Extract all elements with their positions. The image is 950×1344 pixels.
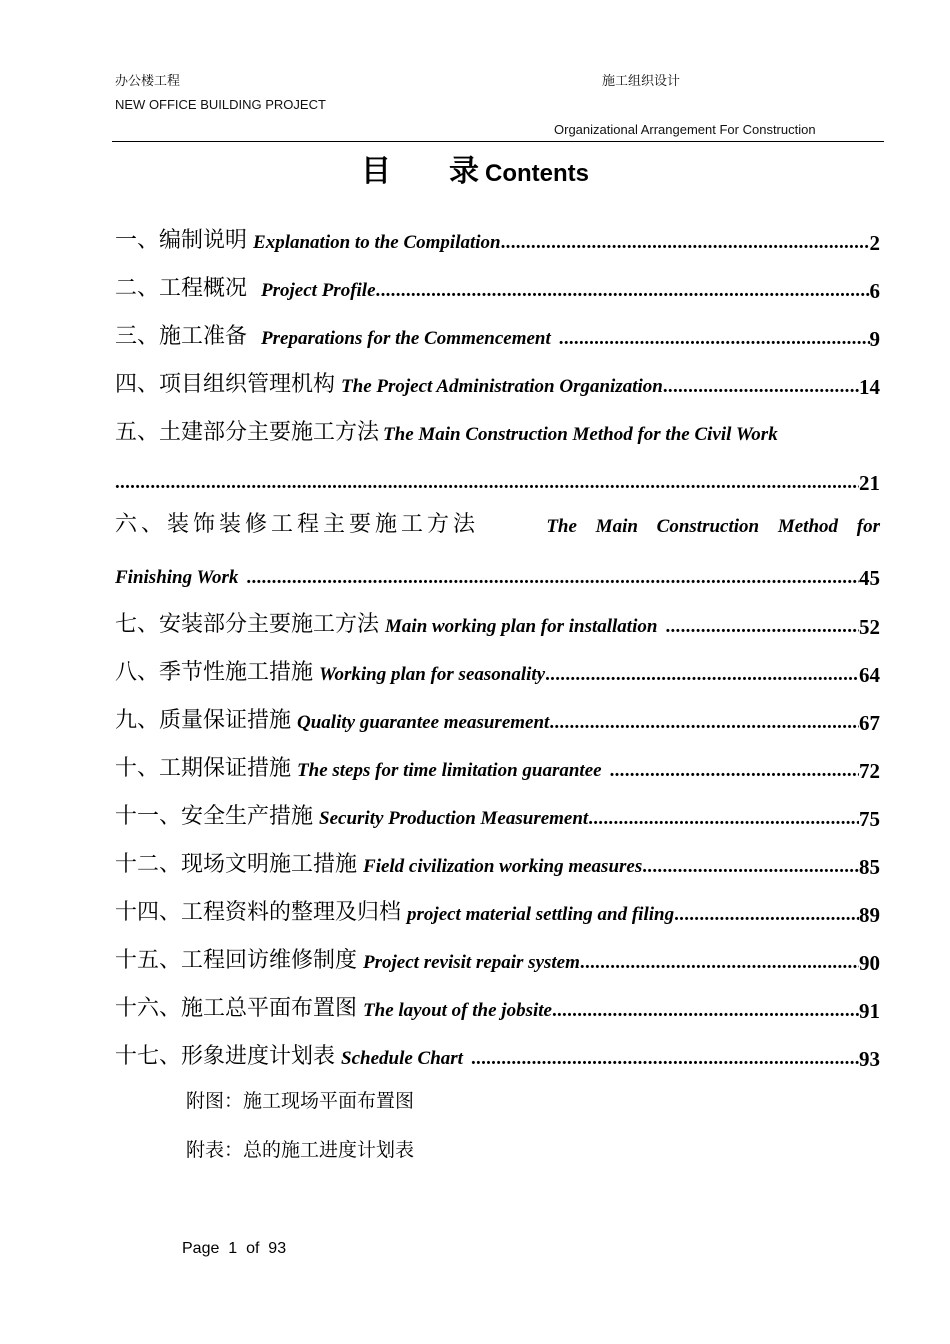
toc-entry[interactable]	[115, 942, 880, 976]
toc-entry-en: The steps for time limitation guarantee	[297, 760, 602, 781]
toc-entry-en: Preparations for the Commencement	[261, 328, 551, 349]
toc-entry[interactable]	[115, 654, 880, 688]
title-zh-2: 录	[449, 154, 479, 189]
footer-page-word: Page	[182, 1240, 220, 1257]
toc-leader-dots	[551, 326, 870, 352]
toc-entry[interactable]	[115, 506, 880, 540]
appendix-figure: 附图：施工现场平面布置图	[186, 1090, 415, 1112]
toc-entry-en: The Main Construction Method for	[546, 516, 880, 537]
toc-entry-page: 21	[859, 471, 880, 495]
toc-entry-page: 85	[859, 855, 880, 879]
toc-entry-en: Field civilization working measures	[363, 856, 643, 877]
toc-entry-zh: 十、工期保证措施	[115, 756, 292, 781]
toc-leader-dots	[642, 854, 859, 880]
title-en: Contents	[485, 160, 589, 187]
toc-entry-page: 91	[859, 999, 880, 1023]
toc-entry-zh: 五、土建部分主要施工方法	[115, 420, 380, 445]
toc-entry-page: 45	[859, 566, 880, 590]
toc-leader-dots	[657, 614, 859, 640]
toc-entry-zh: 六、装饰装修工程主要施工方法	[115, 512, 480, 537]
toc-entry-page: 67	[859, 711, 880, 735]
header-right-en: Organizational Arrangement For Construction	[554, 122, 816, 137]
toc-entry-en: Schedule Chart	[341, 1048, 463, 1069]
toc-leader-dots	[501, 230, 870, 256]
footer-page-num: 1	[228, 1240, 238, 1257]
toc-entry-zh: 十七、形象进度计划表	[115, 1044, 336, 1069]
toc-entry-zh: 九、质量保证措施	[115, 708, 292, 733]
toc-entry[interactable]	[115, 270, 880, 304]
header-left-zh: 办公楼工程	[115, 74, 181, 89]
toc-entry-zh: 二、工程概况	[115, 276, 248, 301]
toc-entry-page: 14	[859, 375, 880, 399]
toc-entry-en: Main working plan for installation	[385, 616, 658, 637]
appendix-table: 附表：总的施工进度计划表	[186, 1139, 415, 1161]
toc-entry-page: 93	[859, 1047, 880, 1071]
toc-entry-page: 90	[859, 951, 880, 975]
toc-leader-dots	[588, 806, 859, 832]
toc-entry[interactable]	[115, 798, 880, 832]
toc-entry-zh: 七、安装部分主要施工方法	[115, 612, 380, 637]
toc-entry-page: 9	[869, 327, 880, 351]
header-right-zh: 施工组织设计	[602, 74, 681, 89]
title-zh-1: 目	[361, 154, 391, 189]
toc-entry-zh: 八、季节性施工措施	[115, 660, 314, 685]
toc-entry-continuation	[115, 557, 880, 591]
toc-entry-page: 52	[859, 615, 880, 639]
toc-entry-en: Explanation to the Compilation	[253, 232, 501, 253]
toc-entry[interactable]	[115, 846, 880, 880]
page-footer	[182, 1240, 286, 1258]
toc-entry[interactable]	[115, 990, 880, 1024]
toc-entry-en-cont: Finishing Work	[115, 567, 239, 588]
toc-entry[interactable]	[115, 318, 880, 352]
toc-leader-dots	[463, 1046, 859, 1072]
toc-leader-dots	[376, 278, 870, 304]
toc-entry-en: Project revisit repair system	[363, 952, 580, 973]
toc-entry[interactable]	[115, 750, 880, 784]
toc-entry[interactable]	[115, 1038, 880, 1072]
page-title	[0, 146, 950, 190]
toc-entry-en: The layout of the jobsite	[363, 1000, 552, 1021]
toc-entry[interactable]	[115, 606, 880, 640]
toc-entry-page: 75	[859, 807, 880, 831]
toc-entry[interactable]	[115, 894, 880, 928]
header-rule	[112, 141, 884, 142]
toc-entry-zh: 十六、施工总平面布置图	[115, 996, 358, 1021]
toc-leader-dots	[674, 902, 859, 928]
toc-entry-page: 72	[859, 759, 880, 783]
toc-leader-dots	[545, 662, 859, 688]
toc-entry-en: Working plan for seasonality	[319, 664, 546, 685]
toc-entry-zh: 三、施工准备	[115, 324, 248, 349]
toc-leader-dots	[602, 758, 859, 784]
toc-entry-zh: 十五、工程回访维修制度	[115, 948, 358, 973]
toc-entry-page: 2	[869, 231, 880, 255]
toc-entry[interactable]	[115, 366, 880, 400]
toc-leader-dots	[663, 374, 859, 400]
toc-entry-page: 6	[869, 279, 880, 303]
footer-of-word: of	[246, 1240, 260, 1257]
toc-entry[interactable]	[115, 222, 880, 256]
toc-leader-dots	[552, 998, 859, 1024]
toc-entry-en: Security Production Measurement	[319, 808, 589, 829]
toc-entry-en: The Main Construction Method for the Civil Work	[383, 424, 778, 445]
toc-entry-zh: 四、项目组织管理机构	[115, 372, 336, 397]
toc-entry-continuation	[115, 462, 880, 496]
toc-leader-dots	[549, 710, 859, 736]
toc-leader-dots	[580, 950, 859, 976]
toc-entry-en: project material settling and filing	[407, 904, 675, 925]
toc-entry-page: 89	[859, 903, 880, 927]
toc-leader-dots	[115, 470, 859, 496]
toc-entry[interactable]	[115, 414, 880, 448]
footer-total: 93	[268, 1240, 287, 1257]
toc-entry-zh: 十一、安全生产措施	[115, 804, 314, 829]
toc-entry-page: 64	[859, 663, 880, 687]
toc-entry-en: The Project Administration Organization	[341, 376, 663, 397]
toc-entry[interactable]	[115, 702, 880, 736]
toc-entry-zh: 十四、工程资料的整理及归档	[115, 900, 402, 925]
toc-entry-en: Project Profile	[261, 280, 376, 301]
toc-entry-zh: 十二、现场文明施工措施	[115, 852, 358, 877]
header-left-en: NEW OFFICE BUILDING PROJECT	[115, 97, 326, 112]
toc-entry-zh: 一、编制说明	[115, 228, 248, 253]
toc-entry-en: Quality guarantee measurement	[297, 712, 550, 733]
toc-leader-dots	[238, 565, 859, 591]
